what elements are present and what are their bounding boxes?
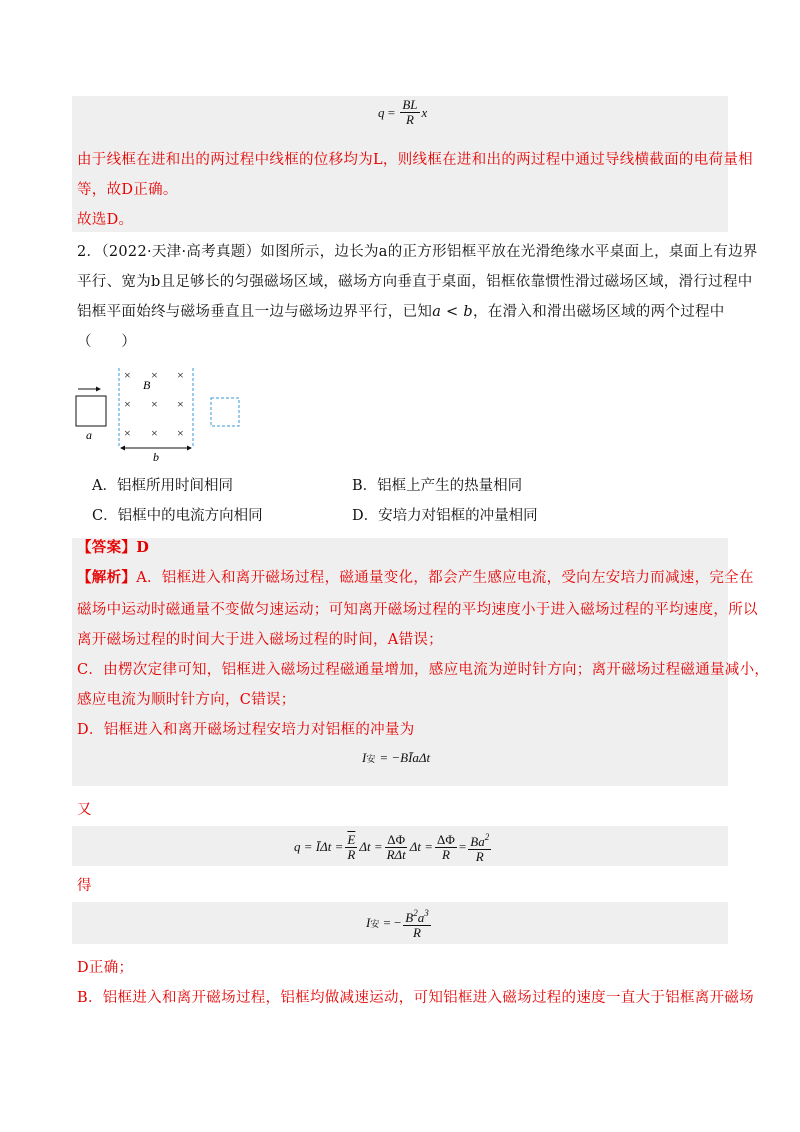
width-label: b	[153, 450, 159, 462]
formula-top: q = $\frac{BL}{R}$ x	[378, 97, 428, 127]
field-cross: ×	[151, 426, 158, 440]
option-a[interactable]: A．铝框所用时间相同	[92, 478, 233, 494]
analysis-de: 得	[77, 878, 92, 894]
analysis-a-line-2: 磁场中运动时磁通量不变做匀速运动；可知离开磁场过程的平均速度小于进入磁场过程的平均速度，所以	[77, 602, 758, 618]
analysis-a-line-3: 离开磁场过程的时间大于进入磁场过程的时间，A错误；	[77, 632, 443, 648]
option-b[interactable]: B．铝框上产生的热量相同	[352, 478, 523, 494]
analysis-d-line-1: D．铝框进入和离开磁场过程安培力对铝框的冲量为	[77, 722, 415, 738]
field-cross: ×	[124, 368, 131, 382]
prev-solution-line-1: 由于线框在进和出的两过程中线框的位移均为L，则线框在进和出的两过程中通过导线横截面的电荷量相	[77, 152, 753, 168]
formula-impulse: I 安 = −BĪaΔt	[362, 750, 431, 765]
answer: 【答案】D	[77, 539, 150, 556]
field-label: B	[143, 378, 151, 392]
formula-result: I 安 = − $\frac{B^2a^3}{R}$	[366, 908, 429, 940]
frame-label: a	[86, 428, 92, 442]
prev-solution-line-3: 故选D。	[77, 212, 134, 228]
field-cross: ×	[124, 397, 131, 411]
field-cross: ×	[124, 426, 131, 440]
analysis-d-conclusion: D正确；	[77, 960, 134, 976]
aluminum-frame-exit	[211, 398, 239, 426]
field-cross: ×	[151, 397, 158, 411]
prev-solution-line-2: 等，故D正确。	[77, 182, 178, 198]
formula-charge: q = ĪΔt = $\frac{\overline{E}}{R}$ Δt = $\frac{\Delta\Phi}{\text{RΔt}}$ Δt = $\frac{\Delta\Phi}{R}$ = $\frac{Ba^2}{R}$	[294, 831, 490, 864]
analysis-b-line-1: B．铝框进入和离开磁场过程，铝框均做减速运动，可知铝框进入磁场过程的速度一直大于铝框离开磁场	[77, 990, 754, 1006]
aluminum-frame	[76, 396, 106, 426]
analysis-c-line-1: C．由楞次定律可知，铝框进入磁场过程磁通量增加，感应电流为逆时针方向；离开磁场过程磁通量减小，	[77, 662, 770, 678]
question-line-1: 2．（2022·天津·高考真题）如图所示，边长为a的正方形铝框平放在光滑绝缘水平桌面上，桌面上有边界	[77, 244, 758, 260]
analysis-you: 又	[77, 802, 92, 818]
question-line-2: 平行、宽为b且足够长的匀强磁场区域，磁场方向垂直于桌面，铝框依靠惯性滑过磁场区域，滑行过程中	[77, 274, 753, 290]
velocity-arrowhead	[96, 387, 101, 392]
field-cross: ×	[177, 368, 184, 382]
width-arrowhead-right	[187, 446, 192, 451]
field-cross: ×	[151, 368, 158, 382]
question-line-3: 铝框平面始终与磁场垂直且一边与磁场边界平行，已知a < b，在滑入和滑出磁场区域的两个过程中	[77, 304, 725, 320]
question-blank: （ ）	[77, 334, 137, 350]
analysis-a-line-1: 【解析】A．铝框进入和离开磁场过程，磁通量变化，都会产生感应电流，受向左安培力而减速，完全在	[77, 569, 754, 586]
field-cross: ×	[177, 397, 184, 411]
analysis-c-line-2: 感应电流为顺时针方向，C错误；	[77, 692, 296, 708]
option-c[interactable]: C．铝框中的电流方向相同	[92, 508, 263, 524]
width-arrowhead-left	[120, 446, 125, 451]
field-cross: ×	[177, 426, 184, 440]
question-figure	[70, 362, 250, 462]
option-d[interactable]: D．安培力对铝框的冲量相同	[352, 508, 538, 524]
